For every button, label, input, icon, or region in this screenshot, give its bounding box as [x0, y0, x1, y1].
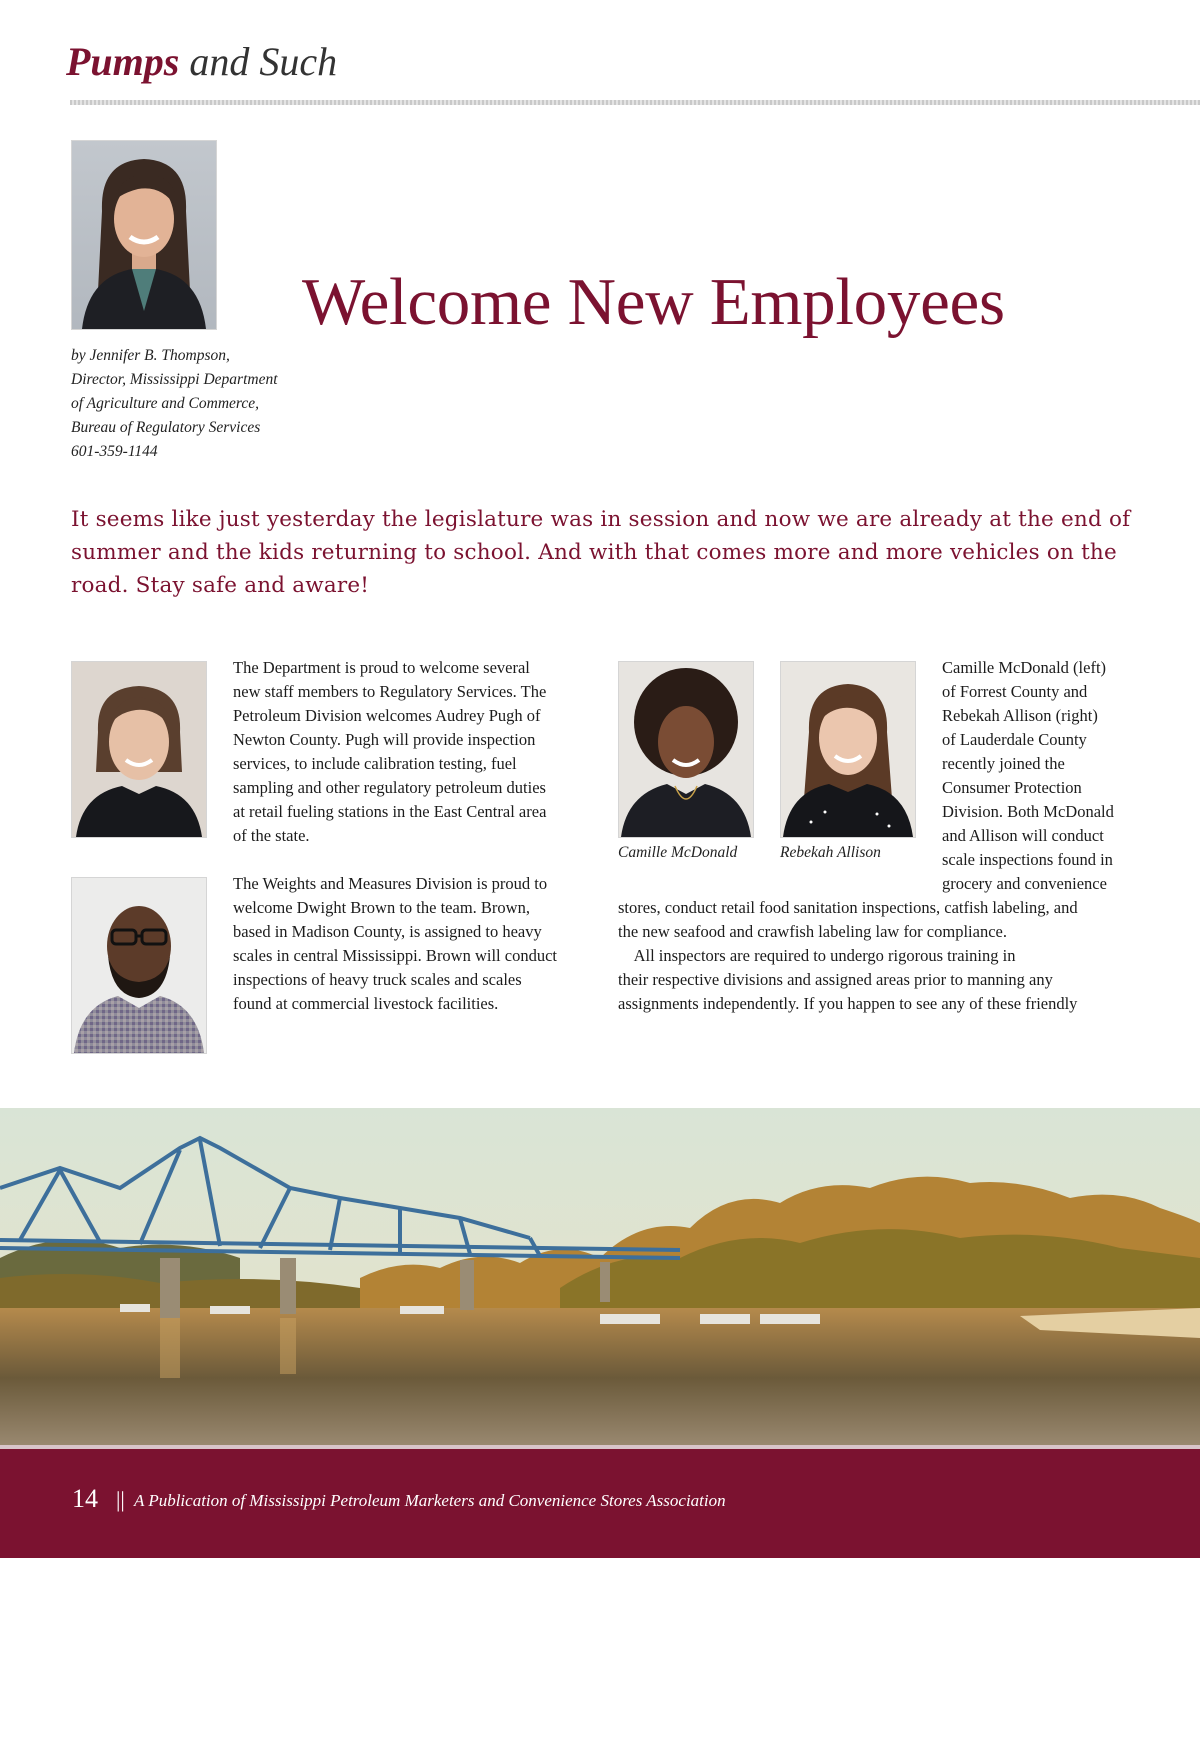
page-number: 14	[72, 1484, 98, 1513]
section-header	[66, 38, 337, 85]
section-header-bold: Pumps	[66, 39, 180, 84]
text-line: new staff members to Regulatory Services. The	[233, 682, 547, 701]
byline-line: of Agriculture and Commerce,	[71, 395, 259, 412]
text-line: All inspectors are required to undergo rigorous training in	[618, 946, 1016, 965]
text-line: inspections of heavy truck scales and scales	[233, 970, 522, 989]
audrey-pugh-photo	[71, 661, 207, 838]
byline	[71, 344, 301, 464]
text-line: stores, conduct retail food sanitation inspections, catfish labeling, and	[618, 898, 1078, 917]
text-line: Newton County. Pugh will provide inspection	[233, 730, 536, 749]
text-line: their respective divisions and assigned areas prior to manning any	[618, 970, 1053, 989]
article-title: Welcome New Employees	[302, 265, 1005, 339]
text-line: Division. Both McDonald	[942, 802, 1114, 821]
footer-separator: ||	[116, 1487, 125, 1512]
text-line: services, to include calibration testing, fuel	[233, 754, 517, 773]
text-line: sampling and other regulatory petroleum duties	[233, 778, 546, 797]
text-line: and Allison will conduct	[942, 826, 1104, 845]
text-line: found at commercial livestock facilities.	[233, 994, 499, 1013]
text-line: of Lauderdale County	[942, 730, 1087, 749]
camille-mcdonald-photo	[618, 661, 754, 838]
text-line: assignments independently. If you happen to see any of these friendly	[618, 994, 1078, 1013]
caption-camille: Camille McDonald	[618, 844, 738, 861]
caption-rebekah: Rebekah Allison	[780, 844, 881, 861]
byline-line: by Jennifer B. Thompson,	[71, 347, 230, 364]
text-line: Camille McDonald (left)	[942, 658, 1107, 677]
text-line: grocery and convenience	[942, 874, 1107, 893]
author-photo	[71, 140, 217, 330]
text-line: the new seafood and crawfish labeling law for compliance.	[618, 922, 1007, 941]
mcdonald-allison-paragraph	[942, 656, 1142, 896]
pugh-paragraph	[233, 656, 588, 848]
text-line: at retail fueling stations in the East Central area	[233, 802, 547, 821]
text-line: Petroleum Division welcomes Audrey Pugh of	[233, 706, 541, 725]
lede-paragraph: It seems like just yesterday the legislature was in session and now we are already at the end of summer and the kids returning to school. And with that comes more and more vehicles on the road. Stay safe and aware!	[71, 507, 1131, 598]
text-line: The Weights and Measures Division is proud to	[233, 874, 548, 893]
text-line: Consumer Protection	[942, 778, 1082, 797]
text-line: of the state.	[233, 826, 310, 845]
text-line: based in Madison County, is assigned to heavy	[233, 922, 542, 941]
text-line: scales in central Mississippi. Brown will conduct	[233, 946, 557, 965]
text-line: Rebekah Allison (right)	[942, 706, 1098, 725]
header-rule	[70, 100, 1200, 105]
dwight-brown-photo	[71, 877, 207, 1054]
byline-line: Bureau of Regulatory Services	[71, 419, 261, 436]
publication-name: A Publication of Mississippi Petroleum Marketers and Convenience Stores Association	[134, 1491, 726, 1510]
brown-paragraph	[233, 872, 588, 1016]
byline-line: Director, Mississippi Department	[71, 371, 278, 388]
text-line: welcome Dwight Brown to the team. Brown,	[233, 898, 530, 917]
section-header-rest: and Such	[189, 39, 338, 84]
text-line: recently joined the	[942, 754, 1065, 773]
rebekah-allison-photo	[780, 661, 916, 838]
text-line: of Forrest County and	[942, 682, 1088, 701]
river-bridge-banner	[0, 1108, 1200, 1748]
byline-line: 601-359-1144	[71, 443, 158, 460]
text-line: scale inspections found in	[942, 850, 1113, 869]
text-line: The Department is proud to welcome several	[233, 658, 530, 677]
inspectors-paragraph	[618, 896, 1158, 1016]
